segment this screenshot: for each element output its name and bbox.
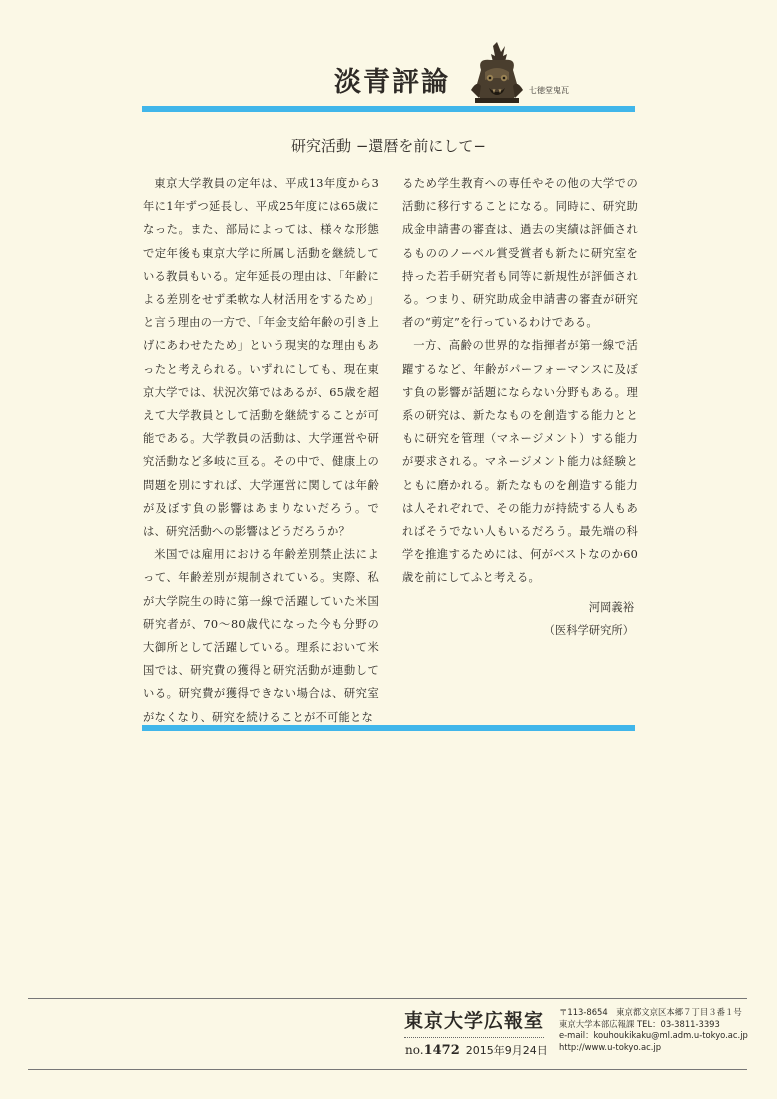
article-title: 研究活動 −還暦を前にして− <box>291 137 486 155</box>
issue-number: 1472 <box>423 1043 460 1058</box>
article-column-right <box>402 172 638 590</box>
website-link[interactable]: http://www.u-tokyo.ac.jp <box>559 1041 662 1052</box>
article-column-left <box>143 172 379 729</box>
email-link[interactable]: e-mail：kouhoukikaku@ml.adm.u-tokyo.ac.jp <box>559 1030 748 1040</box>
author-name: 河岡義裕 <box>588 601 634 614</box>
photo-caption: 七徳堂鬼瓦 <box>529 86 569 95</box>
issue-info <box>405 1042 548 1058</box>
dotted-divider <box>404 1037 544 1038</box>
author-affiliation: （医科学研究所） <box>543 624 634 637</box>
paragraph: 米国では雇用における年齢差別禁止法によって、年齢差別が規制されている。実際、私が大学院生の時に第一線で活躍していた米国研究者が、70〜80歳代になった今も分野の大御所として活躍している。理系において米国では、研究費の獲得と研究活動が連動している。研究費が獲得できない場合は、研究室がなくなり、研究を続けることが不可能とな <box>143 548 379 724</box>
paragraph-continued: るため学生教育への専任やその他の大学での活動に移行することになる。同時に、研究助成金申請書の審査は、過去の実績は評価されるもののノーベル賞受賞者も新たに研究室を持った若手研究者も同等に新規性が評価される。つまり、研究助成金申請書の審査が研究者の“剪定”を行っているわけである。 <box>402 177 638 330</box>
office-tel: 東京大学本部広報課 TEL：03-3811-3393 <box>559 1018 720 1029</box>
publication-name: 東京大学広報室 <box>404 1010 545 1032</box>
onigawara-photo <box>467 40 527 104</box>
footer-divider-bottom <box>28 1069 747 1070</box>
section-title: 淡青評論 <box>334 67 450 98</box>
footer-accent-bar <box>142 725 635 731</box>
contact-block <box>559 1007 748 1053</box>
issue-label: no. <box>405 1043 424 1057</box>
header-accent-bar <box>142 106 635 112</box>
paragraph: 一方、高齢の世界的な指揮者が第一線で活躍するなど、年齢がパーフォーマンスに及ぼす負の影響が話題にならない分野もある。理系の研究は、新たなものを創造する能力とともに研究を管理（マネージメント）する能力が要求される。マネージメント能力は経験とともに磨かれる。新たなものを創造する能力は人それぞれで、その能力が持続する人もあればそうでない人もいるだろう。最先端の科学を推進するためには、何がベストなのか60歳を前にしてふと考える。 <box>402 339 638 585</box>
issue-date: 2015年9月24日 <box>465 1044 548 1057</box>
footer-divider <box>28 998 747 999</box>
address: 〒113-8654 東京都文京区本郷７丁目３番１号 <box>559 1007 742 1017</box>
paragraph: 東京大学教員の定年は、平成13年度から3年に1年ずつ延長し、平成25年度には65歳になった。また、部局によっては、様々な形態で定年後も東京大学に所属し活動を継続している教員もいる。定年延長の理由は、「年齢による差別をせず柔軟な人材活用をするため」と言う理由の一方で、「年金支給年齢の引き上げにあわせたため」という現実的な理由もあったと考えられる。いずれにしても、現在東京大学では、状況次第ではあるが、65歳を超えて大学教員として活動を継続することが可能である。大学教員の活動は、大学運営や研究活動など多岐に亘る。その中で、健康上の問題を別にすれば、大学運営に関しては年齢が及ぼす負の影響はあまりないだろう。では、研究活動への影響はどうだろうか？ <box>143 177 379 539</box>
